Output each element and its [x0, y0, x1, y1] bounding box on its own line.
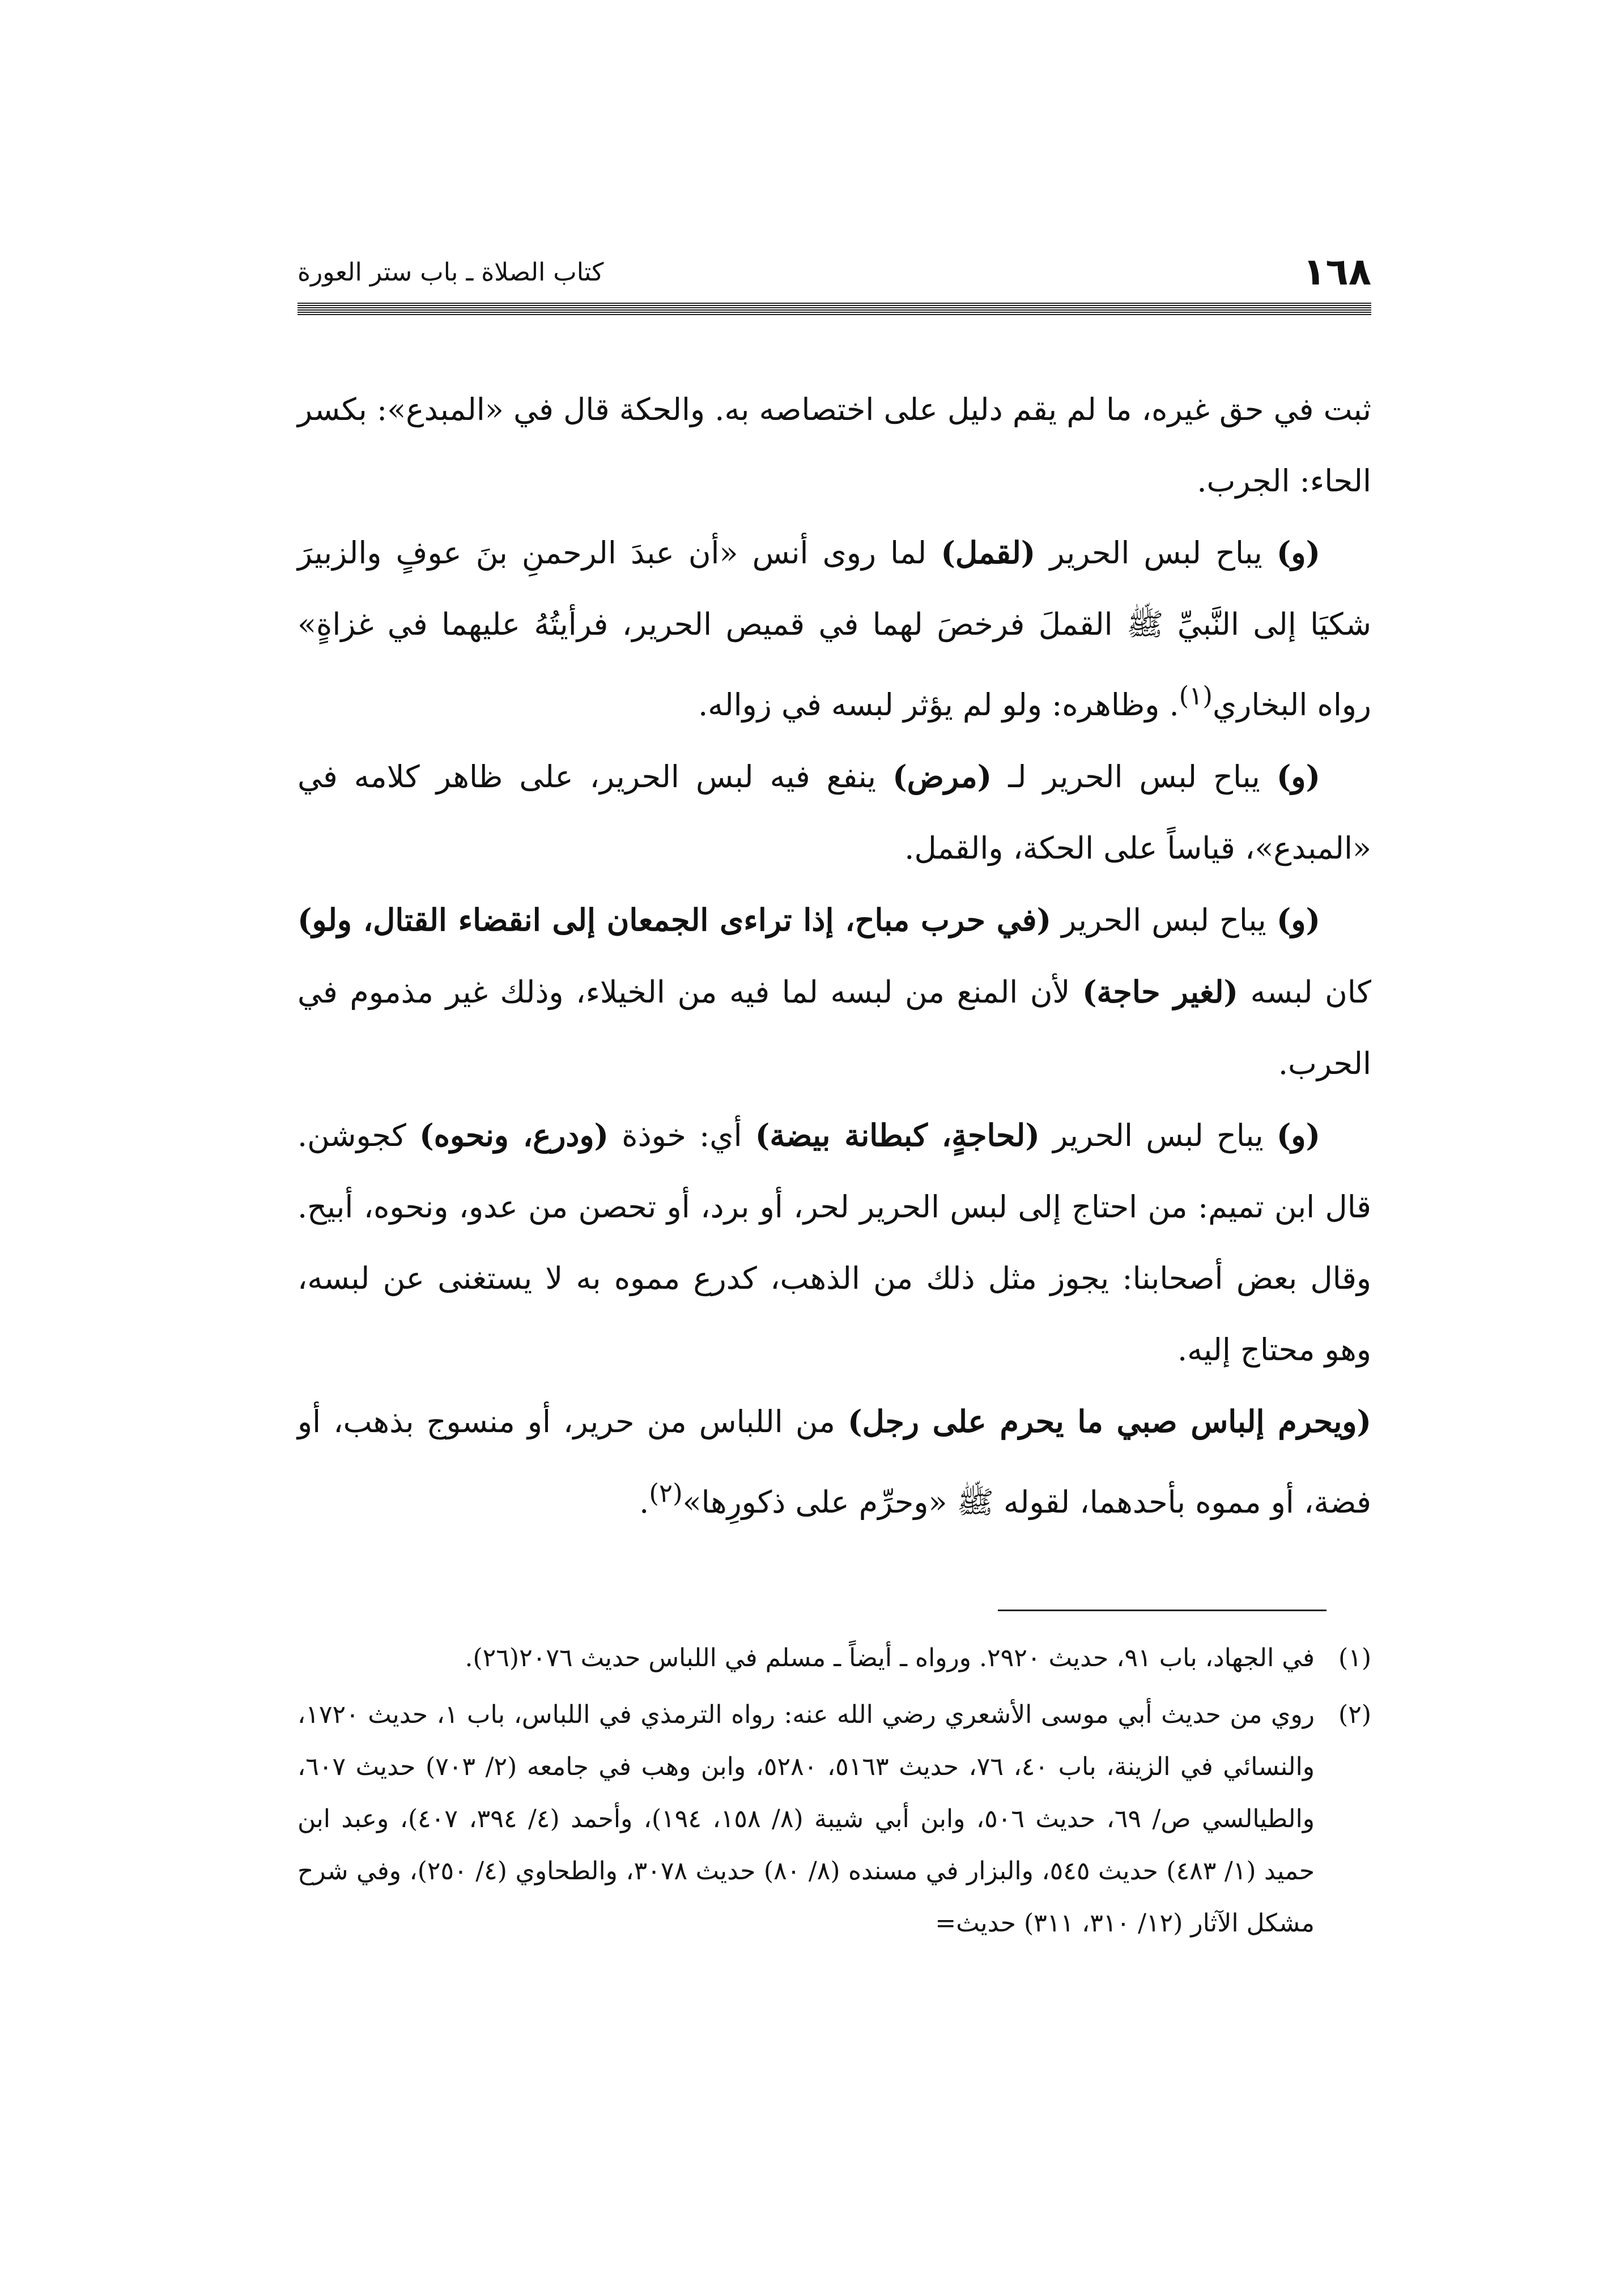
footnote-ref: (١) [1179, 681, 1213, 711]
footnote-ref: (٢) [649, 1478, 683, 1508]
sharh-text: يباح لبس الحرير [1051, 902, 1277, 938]
matn-text: (و) [1276, 534, 1320, 571]
footnote-text: في الجهاد، باب ٩١، حديث ٢٩٢٠. ورواه ـ أيضاً ـ مسلم في اللباس حديث ٢٠٧٦(٢٦). [465, 1644, 1315, 1672]
matn-text: (لحاجةٍ، كبطانة بيضة) [755, 1117, 1040, 1153]
matn-text: (و) [1276, 758, 1320, 795]
footnote-divider [998, 1610, 1327, 1611]
sharh-text: كان لبسه [1238, 974, 1371, 1010]
sharh-text: لما روى أنس «أن عبدَ الرحمنِ بنَ عوفٍ والزبيرَ شكيَا إلى النَّبيِّ ﷺ القملَ فرخصَ لهما في قميص الحرير، فرأيتُهُ عليهما في غزاةٍ» رواه البخاري [297, 535, 1371, 723]
paragraph [297, 741, 1371, 884]
main-text [297, 374, 1371, 1538]
running-title: كتاب الصلاة ـ باب ستر العورة [297, 258, 604, 287]
matn-text: (ودرع، ونحوه) [419, 1117, 609, 1153]
paragraph [297, 517, 1371, 741]
sharh-text: يباح لبس الحرير [1039, 1118, 1277, 1153]
footnote [297, 1632, 1371, 1684]
paragraph [297, 374, 1371, 517]
sharh-text: أي: خوذة [609, 1118, 755, 1153]
footnote-number: (٢) [1338, 1700, 1371, 1729]
matn-text: (ويحرم إلباس صبي ما يحرم على رجل) [848, 1403, 1372, 1440]
page-header [297, 249, 1371, 295]
matn-text: (مرض) [892, 758, 992, 795]
matn-text: (لقمل) [941, 534, 1036, 571]
footnote-number: (١) [1338, 1644, 1371, 1672]
matn-text: (و) [1276, 902, 1320, 938]
page-number: ١٦٨ [1303, 250, 1371, 294]
sharh-text: لأن المنع من لبسه لما فيه من الخيلاء، وذلك غير مذموم في الحرب. [297, 974, 1371, 1081]
sharh-text: من اللباس من حرير، أو منسوج بذهب، أو فضة، أو مموه بأحدهما، لقوله ﷺ «وحرِّم على ذكورِها» [297, 1404, 1371, 1520]
sharh-text: . [639, 1484, 649, 1520]
paragraph [297, 1099, 1371, 1386]
sharh-text: ينفع فيه لبس الحرير، على ظاهر كلامه في «المبدع»، قياساً على الحكة، والقمل. [297, 759, 1371, 866]
matn-text: (لغير حاجة) [1082, 974, 1239, 1010]
sharh-text: ثبت في حق غيره، ما لم يقم دليل على اختصاصه به. والحكة قال في «المبدع»: بكسر الحاء: الجرب. [297, 392, 1371, 499]
matn-text: (في حرب مباح، إذا تراءى الجمعان إلى انقضاء القتال، ولو) [297, 902, 1052, 938]
matn-text: (و) [1276, 1117, 1321, 1153]
sharh-text: كجوشن. قال ابن تميم: من احتاج إلى لبس الحرير لحر، أو برد، أو تحصن من عدو، ونحوه، أبيح. وقال بعض أصحابنا: يجوز مثل ذلك من الذهب، كدرع مموه به لا يستغنى عن لبسه، وهو محتاج إليه. [297, 1118, 1371, 1368]
sharh-text: يباح لبس الحرير لـ [992, 759, 1277, 795]
header-divider [297, 303, 1371, 315]
sharh-text: . وظاهره: ولو لم يؤثر لبسه في زواله. [698, 687, 1179, 723]
sharh-text: يباح لبس الحرير [1035, 535, 1277, 571]
footnotes [297, 1632, 1371, 1954]
footnote-text: روي من حديث أبي موسى الأشعري رضي الله عنه: رواه الترمذي في اللباس، باب ١، حديث ١٧٢٠، والنسائي في الزينة، باب ٤٠، ٧٦، حديث ٥١٦٣، ٥٢٨٠، وابن وهب في جامعه (٢/ ٧٠٣) حديث ٦٠٧، والطيالسي ص/ ٦٩، حديث ٥٠٦، وابن أبي شيبة (٨/ ١٥٨، ١٩٤)، وأحمد (٤/ ٣٩٤، ٤٠٧)، وعبد ابن حميد (١/ ٤٨٣) حديث ٥٤٥، والبزار في مسنده (٨/ ٨٠) حديث ٣٠٧٨، والطحاوي (٤/ ٢٥٠)، وفي شرح مشكل الآثار (١٢/ ٣١٠، ٣١١) حديث= [297, 1700, 1315, 1938]
paragraph [297, 884, 1371, 1099]
paragraph [297, 1386, 1371, 1538]
footnote [297, 1689, 1371, 1950]
